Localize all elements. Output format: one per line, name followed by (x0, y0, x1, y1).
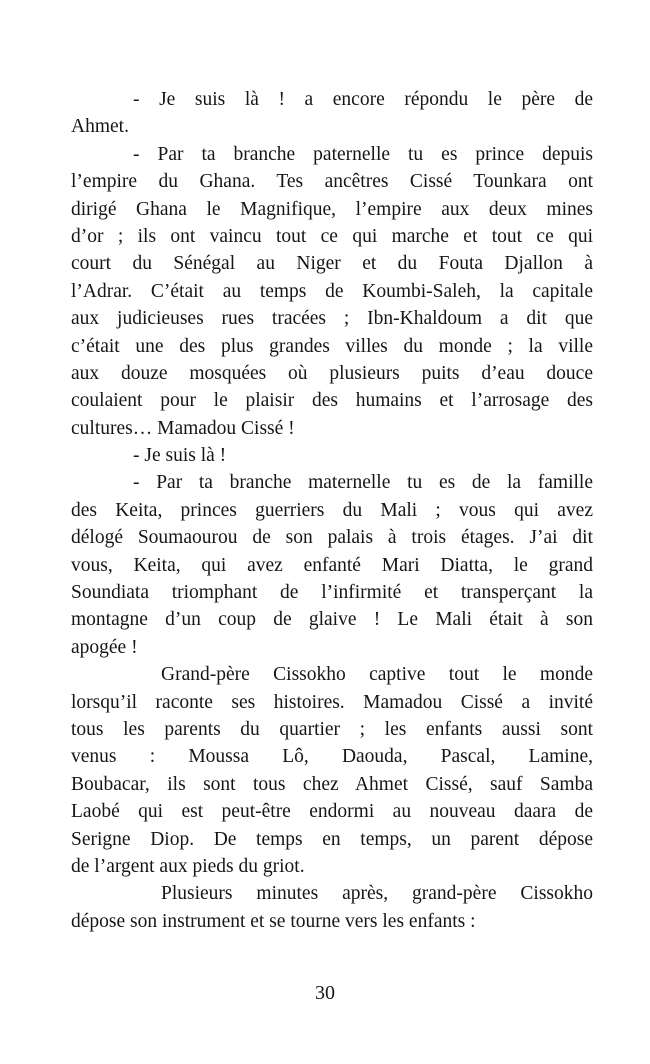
text-line: - Je suis là ! (133, 445, 227, 467)
text-line: tous les parents du quartier ; les enfants aussi sont (71, 718, 593, 740)
text-line: venus : Moussa Lô, Daouda, Pascal, Lamine, (71, 746, 593, 768)
text-line: montagne d’un coup de glaive ! Le Mali était à son (71, 609, 593, 631)
page-number: 30 (315, 982, 335, 1004)
text-line: - Par ta branche paternelle tu es prince depuis (133, 143, 593, 165)
text-line: cultures… Mamadou Cissé ! (71, 417, 295, 439)
text-line: Plusieurs minutes après, grand-père Cissokho (161, 883, 593, 905)
text-line: Serigne Diop. De temps en temps, un parent dépose (71, 828, 593, 850)
text-line: apogée ! (71, 636, 138, 658)
text-line: des Keita, princes guerriers du Mali ; vous qui avez (71, 499, 593, 521)
text-line: de l’argent aux pieds du griot. (71, 855, 305, 877)
text-line: d’or ; ils ont vaincu tout ce qui marche et tout ce qui (71, 225, 593, 247)
text-line: dirigé Ghana le Magnifique, l’empire aux deux mines (71, 198, 593, 220)
text-line: Grand-père Cissokho captive tout le monde (161, 664, 593, 686)
text-line: délogé Soumaourou de son palais à trois étages. J’ai dit (71, 527, 593, 549)
text-line: aux judicieuses rues tracées ; Ibn-Khaldoum a dit que (71, 308, 593, 330)
text-line: court du Sénégal au Niger et du Fouta Djallon à (71, 253, 593, 275)
text-line: aux douze mosquées où plusieurs puits d’eau douce (71, 362, 593, 384)
page-body-text (71, 86, 593, 935)
text-line: dépose son instrument et se tourne vers les enfants : (71, 910, 476, 932)
text-line: - Par ta branche maternelle tu es de la famille (133, 472, 593, 494)
text-line: l’empire du Ghana. Tes ancêtres Cissé Tounkara ont (71, 171, 593, 193)
text-line: Boubacar, ils sont tous chez Ahmet Cissé, sauf Samba (71, 773, 593, 795)
text-line: coulaient pour le plaisir des humains et l’arrosage des (71, 390, 593, 412)
text-line: c’était une des plus grandes villes du monde ; la ville (71, 335, 593, 357)
text-line: Laobé qui est peut-être endormi au nouveau daara de (71, 801, 593, 823)
text-line: Ahmet. (71, 116, 129, 138)
text-line: Soundiata triomphant de l’infirmité et transperçant la (71, 582, 593, 604)
text-line: - Je suis là ! a encore répondu le père de (133, 89, 593, 110)
text-line: vous, Keita, qui avez enfanté Mari Diatta, le grand (71, 554, 593, 576)
text-line: lorsqu’il raconte ses histoires. Mamadou Cissé a invité (71, 691, 593, 713)
text-line: l’Adrar. C’était au temps de Koumbi-Saleh, la capitale (71, 280, 593, 302)
